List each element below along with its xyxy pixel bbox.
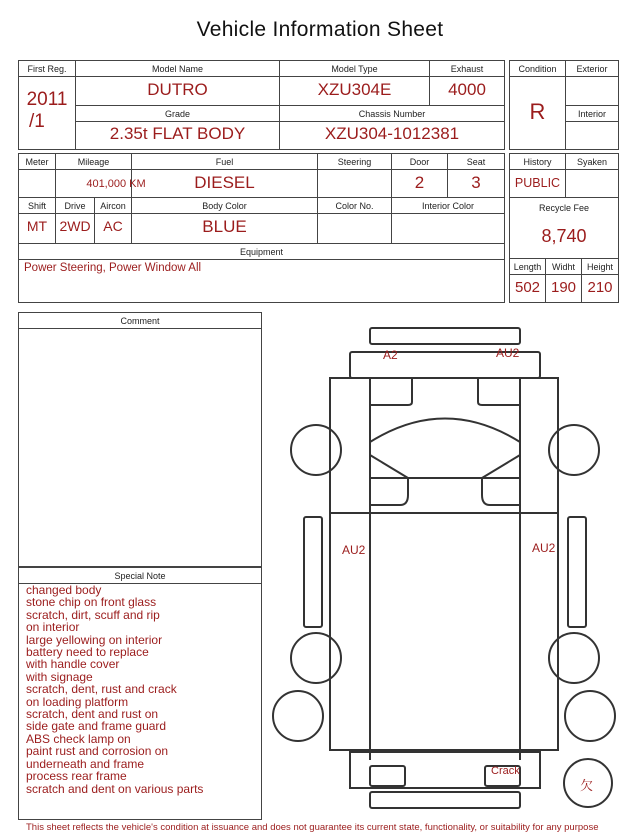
aircon-value: AC: [103, 218, 123, 234]
fuel-value: DIESEL: [194, 173, 255, 192]
exhaust-cell: [430, 61, 504, 106]
length-label: Length: [513, 262, 542, 272]
special-note-item: scratch, dent and rust on: [26, 707, 159, 722]
special-note-item: large yellowing on interior: [26, 632, 163, 647]
condition-label: Condition: [518, 64, 557, 74]
shift-label: Shift: [27, 201, 46, 211]
drive-label: Drive: [64, 201, 86, 211]
model-name-label: Model Name: [151, 64, 204, 74]
rear-left-wheel-2: [273, 691, 323, 741]
special-note-item: scratch, dirt, scuff and rip: [26, 607, 160, 622]
special-note-item: battery need to replace: [26, 645, 149, 660]
special-note-item: paint rust and corrosion on: [26, 744, 169, 759]
model-block: [18, 60, 505, 150]
chassis-cell: [280, 106, 504, 149]
comment-label: Comment: [120, 316, 160, 326]
body-color-value: BLUE: [202, 217, 247, 236]
condition-cell: [510, 61, 566, 149]
sheet-title: Vehicle Information Sheet: [196, 18, 444, 41]
equipment-label: Equipment: [239, 247, 284, 257]
first-reg-cell: [19, 61, 76, 149]
drive-value: 2WD: [59, 218, 91, 234]
special-note-item: with signage: [26, 669, 93, 684]
chassis-value: XZU304-1012381: [324, 124, 460, 143]
fuel-label: Fuel: [215, 157, 234, 167]
mark-rear: Crack: [491, 765, 520, 777]
equipment-cell: [19, 244, 504, 302]
drive-cell: [56, 198, 95, 244]
height-value: 210: [587, 279, 613, 296]
special-note-item: on loading platform: [26, 694, 129, 709]
front-right-wheel: [549, 425, 599, 475]
grade-value: 2.35t FLAT BODY: [109, 124, 246, 143]
grade-cell: [76, 106, 280, 149]
interior-color-label: Interior Color: [421, 201, 475, 211]
front-bumper: [370, 328, 520, 344]
history-value: PUBLIC: [514, 176, 561, 190]
history-block: [509, 153, 619, 303]
first-reg-label: First Reg.: [27, 64, 67, 74]
color-no-label: Color No.: [335, 201, 374, 211]
equipment-value: Power Steering, Power Window All: [24, 262, 202, 274]
rear-left-wheel-1: [291, 633, 341, 683]
comment-box: [18, 312, 262, 567]
left-side-gate: [304, 517, 322, 627]
truck-diagram: [268, 318, 632, 818]
grade-label: Grade: [164, 109, 190, 119]
seat-cell: [448, 154, 504, 198]
special-note-item: changed body: [26, 583, 102, 597]
chassis-label: Chassis Number: [358, 109, 426, 119]
spec-block: [18, 153, 505, 303]
shift-value: MT: [26, 218, 48, 234]
history-label: History: [523, 157, 552, 167]
first-reg-month: /1: [29, 111, 45, 132]
special-note-box: [18, 567, 262, 820]
mileage-label: Mileage: [77, 157, 110, 167]
special-note-item: stone chip on front glass: [26, 595, 157, 610]
condition-block: [509, 60, 619, 150]
model-type-label: Model Type: [331, 64, 378, 74]
mark-front-left: A2: [383, 348, 398, 362]
syaken-label: Syaken: [576, 157, 608, 167]
exhaust-value: 4000: [448, 80, 486, 99]
model-type-value: XZU304E: [317, 80, 392, 99]
mileage-value: 401,000 KM: [86, 178, 146, 190]
special-note-item: process rear frame: [26, 769, 127, 784]
mark-side-right: AU2: [532, 541, 556, 555]
model-name-cell: [76, 61, 280, 106]
mark-front-right: AU2: [496, 346, 520, 360]
steering-cell: [318, 154, 392, 198]
shift-cell: [19, 198, 56, 244]
model-type-cell: [280, 61, 430, 106]
stamp-mark: 欠: [580, 778, 594, 793]
interior-color-cell: [392, 198, 504, 244]
history-cell: [510, 154, 566, 198]
height-label: Height: [586, 262, 613, 272]
meter-cell: [19, 154, 56, 198]
rear-right-wheel-2: [565, 691, 615, 741]
height-cell: [582, 259, 618, 302]
length-value: 502: [514, 279, 541, 296]
width-cell: [546, 259, 582, 302]
recycle-fee-value: 8,740: [541, 226, 587, 246]
first-reg-year: 2011: [26, 89, 68, 110]
door-label: Door: [409, 157, 430, 167]
door-cell: [392, 154, 448, 198]
exhaust-label: Exhaust: [450, 64, 484, 74]
recycle-fee-cell: [510, 198, 618, 259]
special-note-item: on interior: [26, 620, 80, 635]
length-cell: [510, 259, 546, 302]
exterior-cell: [566, 61, 618, 106]
fuel-cell: [132, 154, 318, 198]
special-note-label: Special Note: [114, 571, 166, 581]
model-name-value: DUTRO: [147, 80, 208, 99]
special-note-item: with handle cover: [26, 657, 120, 672]
aircon-label: Aircon: [100, 201, 126, 211]
meter-label: Meter: [25, 157, 49, 167]
right-side-gate: [568, 517, 586, 627]
condition-value: R: [529, 99, 546, 124]
special-note-item: ABS check lamp on: [26, 731, 131, 746]
syaken-cell: [566, 154, 618, 198]
special-note-list: [26, 584, 203, 795]
width-value: 190: [550, 279, 577, 296]
seat-value: 3: [471, 173, 481, 192]
steering-label: Steering: [337, 157, 372, 167]
seat-label: Seat: [466, 157, 486, 167]
body-color-cell: [132, 198, 318, 244]
door-value: 2: [414, 173, 425, 192]
rear-right-wheel-1: [549, 633, 599, 683]
width-label: Widht: [551, 262, 575, 272]
color-no-cell: [318, 198, 392, 244]
body-color-label: Body Color: [202, 201, 247, 211]
aircon-cell: [95, 198, 132, 244]
windshield-outline: [370, 419, 520, 479]
disclaimer-footer: This sheet reflects the vehicle's condition at issuance and does not guarantee its current state, functionality, or suitability for any purpose: [26, 822, 599, 833]
interior-cell: [566, 106, 618, 149]
special-note-item: side gate and frame guard: [26, 719, 167, 734]
interior-label: Interior: [577, 109, 606, 119]
front-left-wheel: [291, 425, 341, 475]
special-note-item: scratch and dent on various parts: [26, 781, 204, 796]
exterior-label: Exterior: [576, 64, 608, 74]
mileage-cell: [56, 154, 132, 198]
rear-bumper: [370, 792, 520, 808]
special-note-item: underneath and frame: [26, 756, 145, 771]
special-note-item: scratch, dent, rust and crack: [26, 682, 177, 697]
recycle-fee-label: Recycle Fee: [538, 203, 590, 213]
mark-side-left: AU2: [342, 543, 366, 557]
cab-body: [330, 378, 558, 513]
